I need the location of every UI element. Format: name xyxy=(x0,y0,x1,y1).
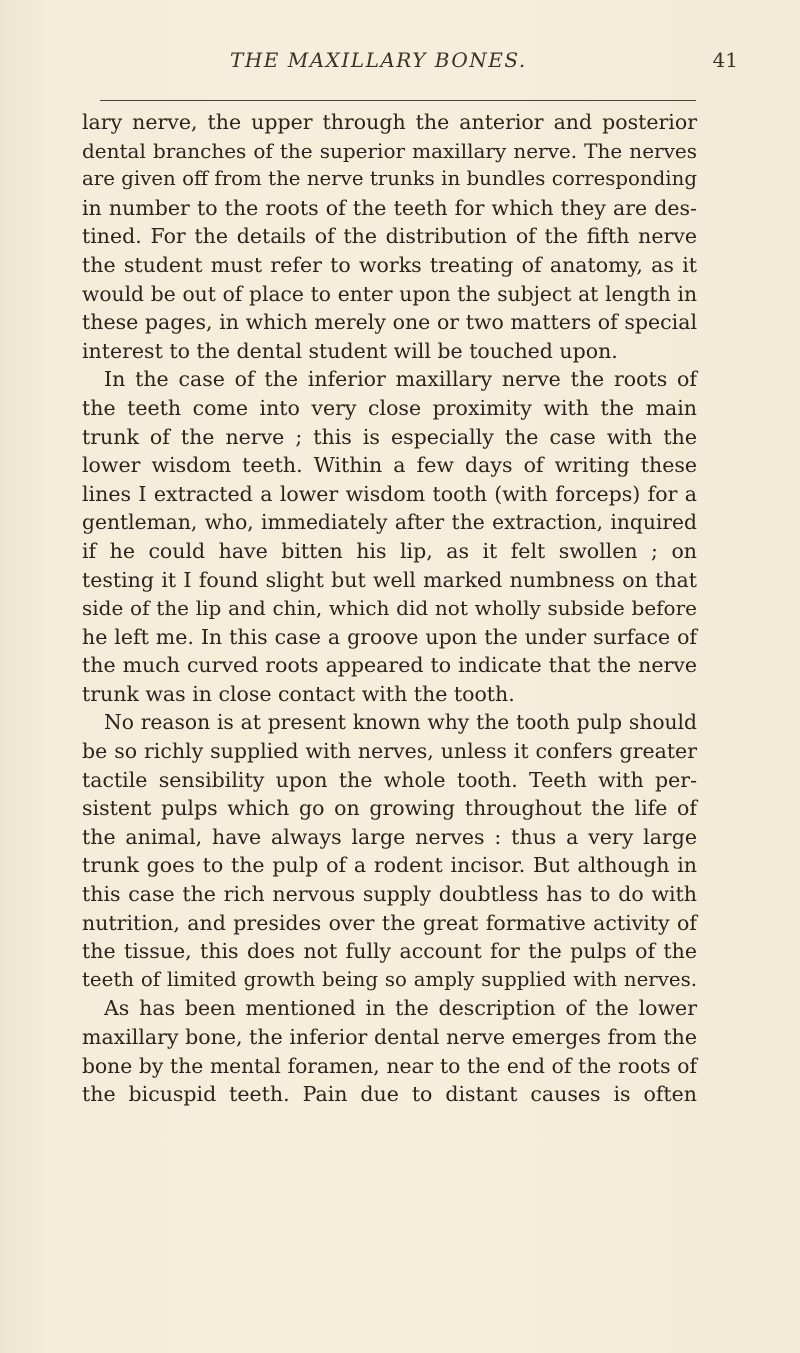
text-line: lines I extracted a lower wisdom tooth (with forceps) for a xyxy=(82,481,697,506)
text-line: this case the rich nervous supply doubtless has to do with xyxy=(82,882,697,907)
text-line: the animal, have always large nerves : thus a very large xyxy=(82,824,697,849)
text-line: maxillary bone, the inferior dental nerve emerges from the xyxy=(82,1025,697,1049)
text-line: trunk goes to the pulp of a rodent incisor. But although in xyxy=(82,853,697,878)
text-line: be so richly supplied with nerves, unless it confers greater xyxy=(82,739,697,764)
text-line: he left me. In this case a groove upon the under surface of xyxy=(82,624,697,649)
text-line: the bicuspid teeth. Pain due to distant causes is often xyxy=(82,1082,697,1107)
text-line: would be out of place to enter upon the subject at length in xyxy=(82,281,697,306)
text-line: are given off from the nerve trunks in bundles corresponding xyxy=(82,167,697,191)
text-line: lower wisdom teeth. Within a few days of writing these xyxy=(82,453,697,478)
paragraph-start-line: As has been mentioned in the description of the lower xyxy=(104,996,697,1021)
paragraph-start-line: In the case of the inferior maxillary nerve the roots of xyxy=(104,367,697,392)
text-line: tined. For the details of the distribution of the fifth nerve xyxy=(82,224,697,249)
page-number: 41 xyxy=(712,48,738,72)
text-line: sistent pulps which go on growing throughout the life of xyxy=(82,796,697,821)
text-line: tactile sensibility upon the whole tooth. Teeth with per- xyxy=(82,767,697,792)
text-line: bone by the mental foramen, near to the end of the roots of xyxy=(82,1053,697,1078)
text-line: gentleman, who, immediately after the extraction, inquired xyxy=(82,510,697,535)
text-line: nutrition, and presides over the great formative activity of xyxy=(82,910,697,935)
text-line: in number to the roots of the teeth for which they are des- xyxy=(82,195,697,220)
text-line: teeth of limited growth being so amply supplied with nerves. xyxy=(82,967,697,991)
text-line: the much curved roots appeared to indicate that the nerve xyxy=(82,653,697,678)
text-line: trunk was in close contact with the tooth. xyxy=(82,681,515,706)
text-line: lary nerve, the upper through the anterior and posterior xyxy=(82,110,697,134)
text-line: testing it I found slight but well marked numbness on that xyxy=(82,567,697,592)
text-line: interest to the dental student will be touched upon. xyxy=(82,338,618,363)
text-line: the tissue, this does not fully account for the pulps of the xyxy=(82,939,697,964)
paragraph-start-line: No reason is at present known why the tooth pulp should xyxy=(104,710,697,735)
header-rule xyxy=(100,100,696,101)
body-text xyxy=(82,108,697,1109)
text-line: the student must refer to works treating of anatomy, as it xyxy=(82,252,697,277)
text-line: if he could have bitten his lip, as it felt swollen ; on xyxy=(82,538,697,563)
text-line: trunk of the nerve ; this is especially the case with the xyxy=(82,424,697,449)
page-header xyxy=(150,30,744,70)
text-line: side of the lip and chin, which did not wholly subside before xyxy=(82,596,697,621)
text-line: these pages, in which merely one or two matters of special xyxy=(82,310,697,335)
text-line: dental branches of the superior maxillary nerve. The nerves xyxy=(82,138,697,163)
text-line: the teeth come into very close proximity with the main xyxy=(82,395,697,420)
running-title: THE MAXILLARY BONES. xyxy=(230,48,527,72)
